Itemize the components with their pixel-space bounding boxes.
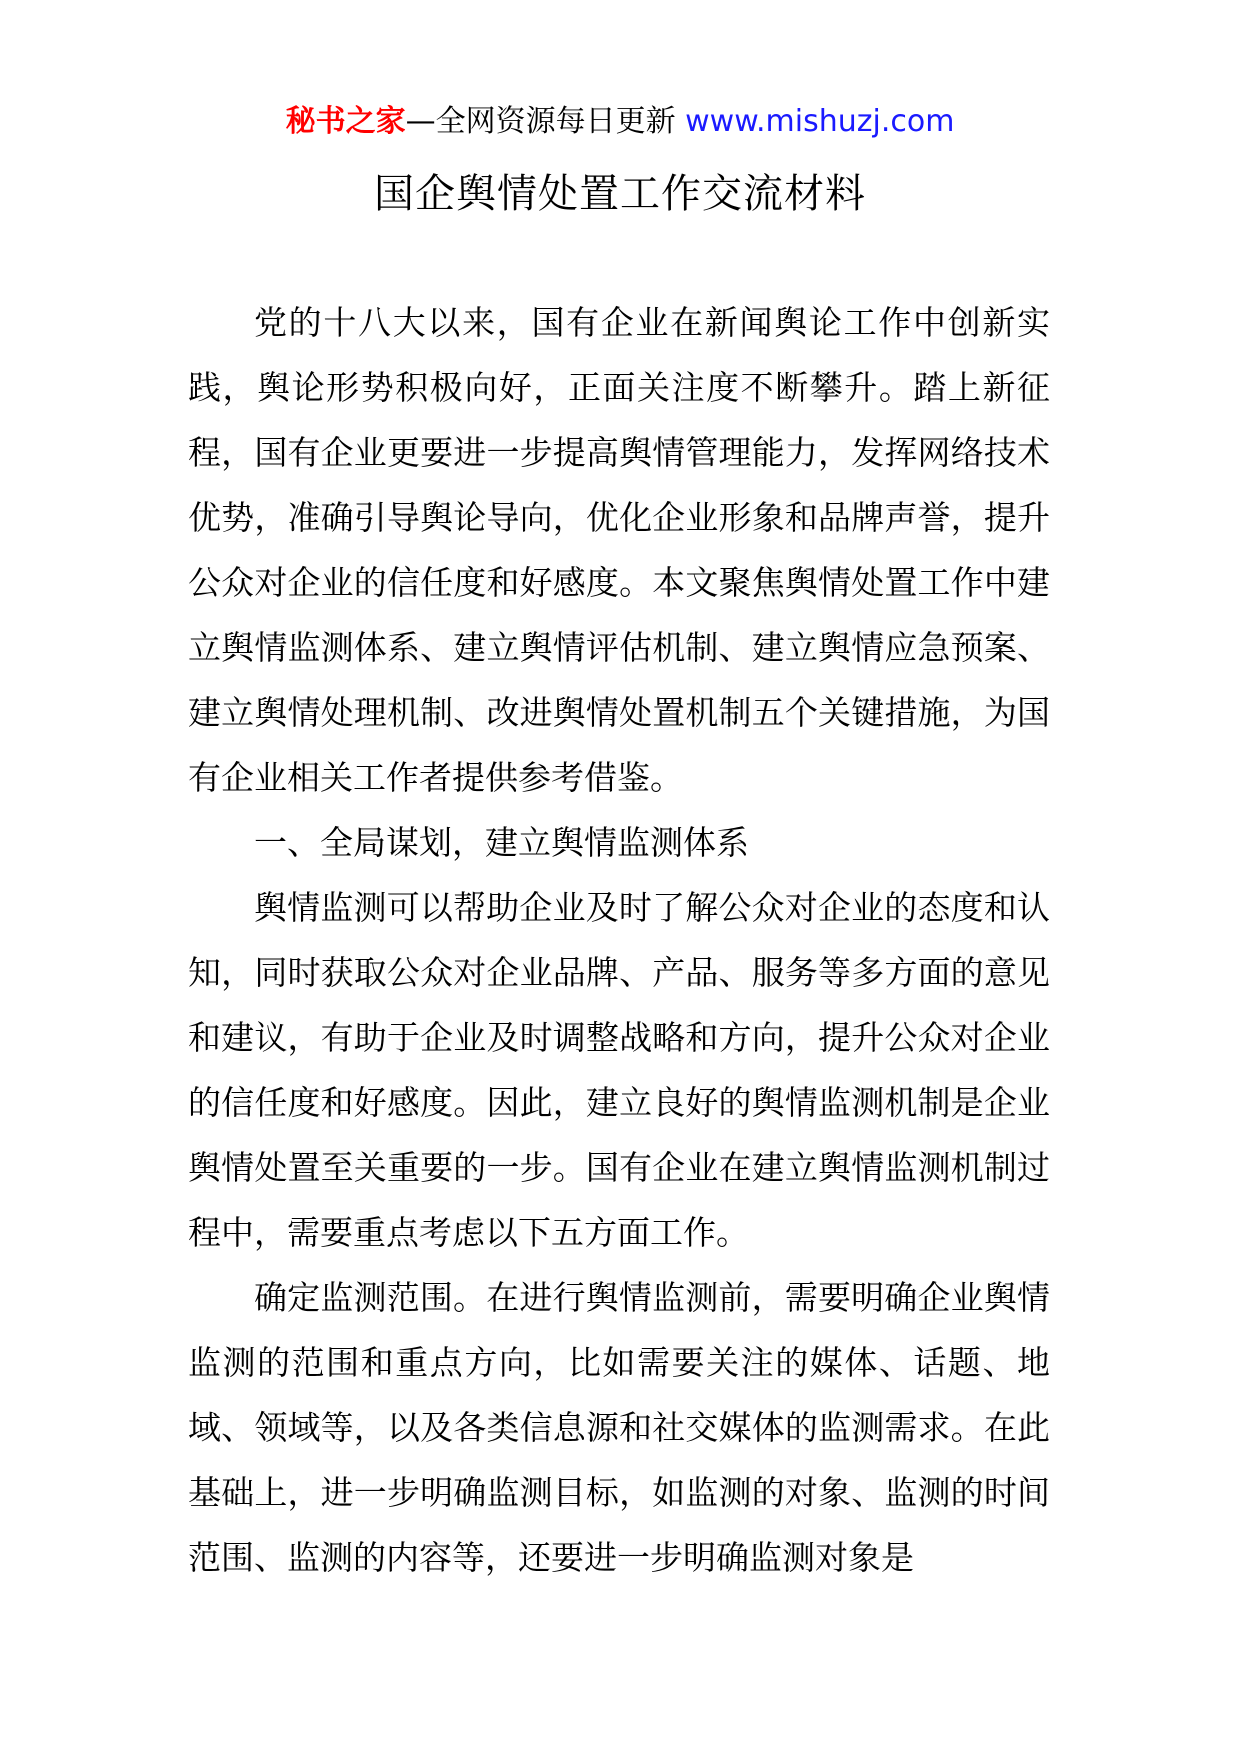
- site-url-link[interactable]: www.mishuzj.com: [685, 104, 955, 139]
- site-header: [0, 100, 1240, 144]
- intro-paragraph: 党的十八大以来，国有企业在新闻舆论工作中创新实践，舆论形势积极向好，正面关注度不断攀升。踏上新征程，国有企业更要进一步提高舆情管理能力，发挥网络技术优势，准确引导舆论导向，优化企业形象和品牌声誉，提升公众对企业的信任度和好感度。本文聚焦舆情处置工作中建立舆情监测体系、建立舆情评估机制、建立舆情应急预案、建立舆情处理机制、改进舆情处置机制五个关键措施，为国有企业相关工作者提供参考借鉴。: [188, 303, 1050, 797]
- body-paragraph: 舆情监测可以帮助企业及时了解公众对企业的态度和认知，同时获取公众对企业品牌、产品、服务等多方面的意见和建议，有助于企业及时调整战略和方向，提升公众对企业的信任度和好感度。因此，建立良好的舆情监测机制是企业舆情处置至关重要的一步。国有企业在建立舆情监测机制过程中，需要重点考虑以下五方面工作。: [188, 888, 1050, 1252]
- document-body: [188, 290, 1050, 1590]
- site-brand: 秘书之家: [285, 104, 406, 139]
- section-heading: 一、全局谋划，建立舆情监测体系: [254, 823, 749, 862]
- document-title: 国企舆情处置工作交流材料: [374, 171, 866, 217]
- site-tagline: —全网资源每日更新: [405, 104, 686, 139]
- body-paragraph: 确定监测范围。在进行舆情监测前，需要明确企业舆情监测的范围和重点方向，比如需要关注的媒体、话题、地域、领域等，以及各类信息源和社交媒体的监测需求。在此基础上，进一步明确监测目标，如监测的对象、监测的时间范围、监测的内容等，还要进一步明确监测对象是: [188, 1278, 1050, 1577]
